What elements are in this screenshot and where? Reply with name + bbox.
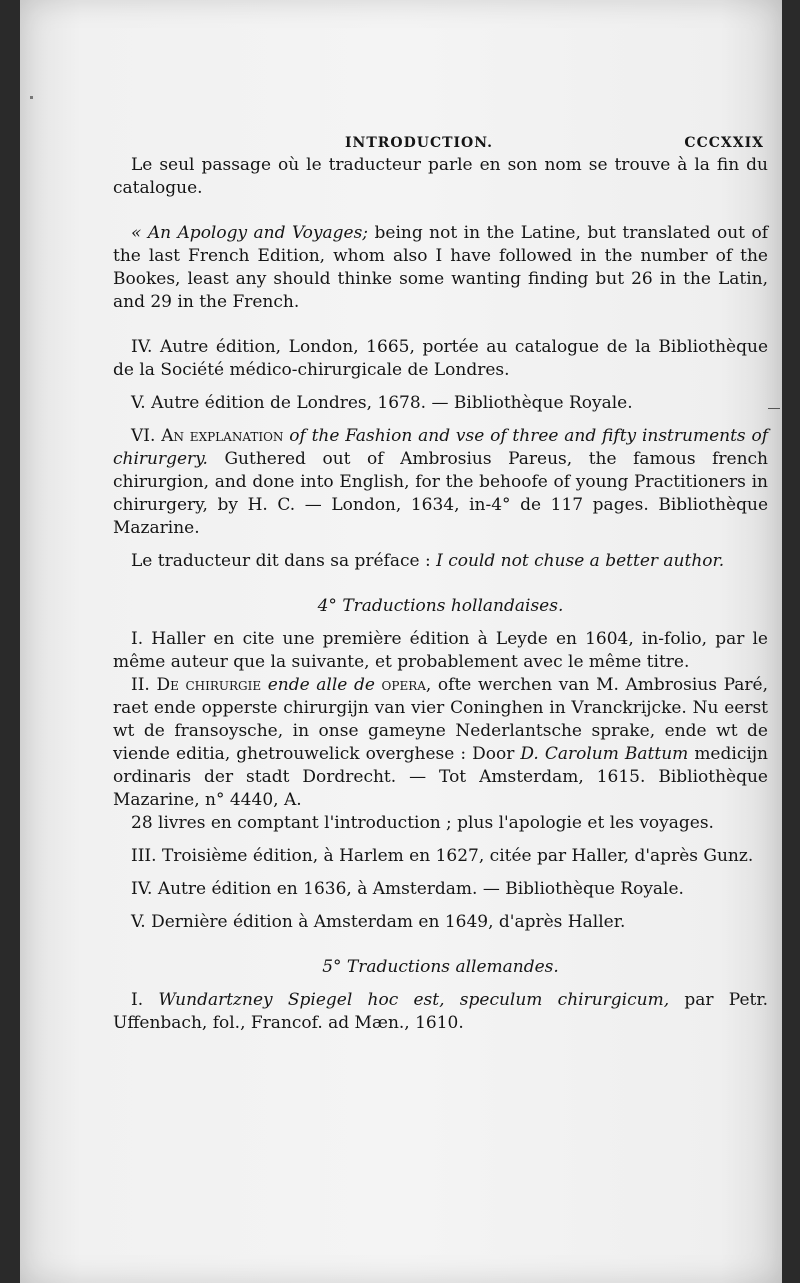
- margin-tick: [768, 408, 780, 409]
- paragraph: II. De chirurgie ende alle de opera, ofte werchen van M. Ambrosius Paré, raet ende opperste chirurgijn van vier Coninghen in Vranckrijcke. Nu eerst wt de fransoysche, in onse gameyne Nederlantsche sprake, ende wt de viende editia, ghetrouwelick overghese : Door D. Carolum Battum medicijn ordinaris der stadt Dordrecht. — Tot Amsterdam, 1615. Bibliothèque Mazarine, n° 4440, A.: [113, 675, 769, 810]
- section-heading: 5° Traductions allemandes.: [322, 957, 559, 977]
- paragraph: V. Autre édition de Londres, 1678. — Bibliothèque Royale.: [131, 393, 633, 413]
- paragraph: « An Apology and Voyages; being not in the Latine, but translated out of the last French Edition, whom also I have followed in the number of the Bookes, least any should thinke some wanting finding but 26 in the Latin, and 29 in the French.: [113, 223, 768, 312]
- book-page: [20, 0, 782, 1283]
- page-text: [113, 130, 768, 1035]
- paragraph: III. Troisième édition, à Harlem en 1627, citée par Haller, d'après Gunz.: [131, 846, 754, 866]
- paragraph: I. Wundartzney Spiegel hoc est, speculum chirurgicum, par Petr. Uffenbach, fol., Francof. ad Mæn., 1610.: [113, 990, 768, 1033]
- running-title: INTRODUCTION.: [345, 135, 494, 151]
- paragraph: Le seul passage où le traducteur parle en son nom se trouve à la fin du catalogue.: [113, 155, 768, 198]
- paragraph: IV. Autre édition, London, 1665, portée au catalogue de la Bibliothèque de la Société médico-chirurgicale de Londres.: [113, 337, 768, 380]
- ink-speck: [30, 96, 33, 99]
- paragraph: Le traducteur dit dans sa préface : I could not chuse a better author.: [131, 551, 725, 571]
- running-header: [113, 130, 768, 154]
- paragraph: I. Haller en cite une première édition à Leyde en 1604, in-folio, par le même auteur que la suivante, et probablement avec le même titre.: [113, 629, 768, 672]
- paragraph: 28 livres en comptant l'introduction ; plus l'apologie et les voyages.: [131, 813, 714, 833]
- paragraph: VI. An explanation of the Fashion and vse of three and fifty instruments of chirurgery. Guthered out of Ambrosius Pareus, the famous french chirurgion, and done into English, for the behoofe of young Practitioners in chirurgery, by H. C. — London, 1634, in-4° de 117 pages. Bibliothèque Mazarine.: [113, 426, 768, 538]
- paragraph: IV. Autre édition en 1636, à Amsterdam. — Bibliothèque Royale.: [131, 879, 684, 899]
- page-number: CCCXXIX: [684, 135, 764, 151]
- paragraph: V. Dernière édition à Amsterdam en 1649, d'après Haller.: [131, 912, 626, 932]
- section-heading: 4° Traductions hollandaises.: [317, 596, 564, 616]
